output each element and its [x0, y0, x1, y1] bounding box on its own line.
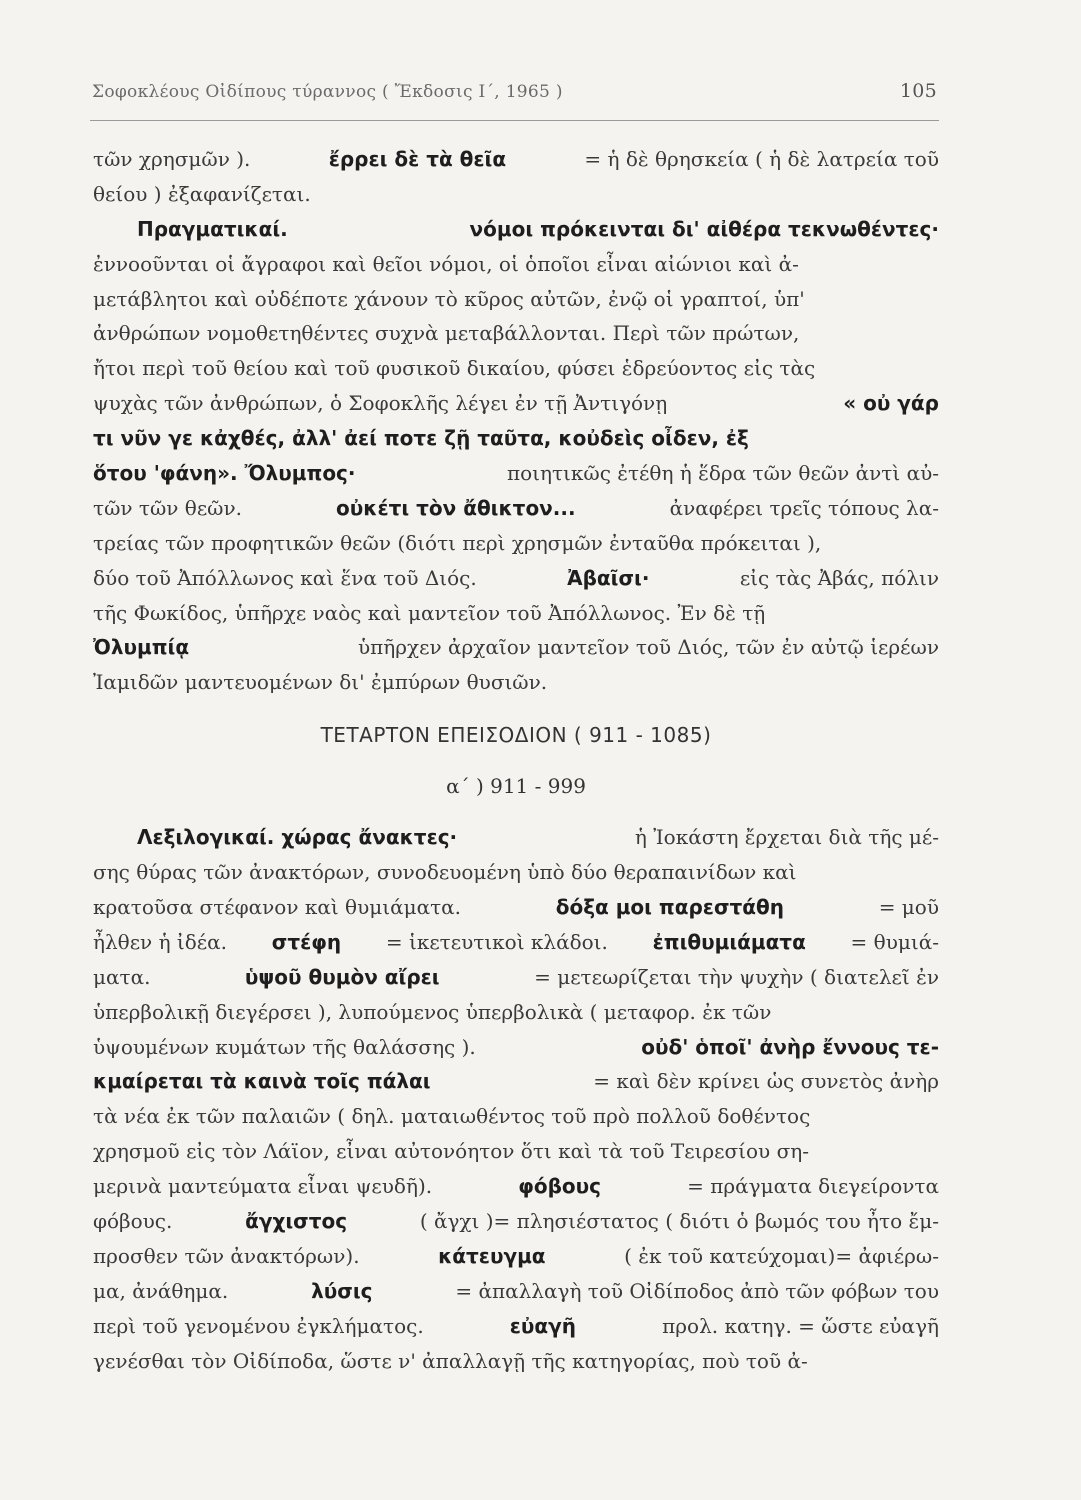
text-segment: ἤτοι περὶ τοῦ θείου καὶ τοῦ φυσικοῦ δικαίου, φύσει ἑδρεύοντος εἰς τὰς [93, 356, 816, 381]
text-segment: θείου ) ἐξαφανίζεται. [93, 181, 311, 206]
bold-lemma: ὑψοῦ θυμὸν αἴρει [244, 964, 440, 989]
text-segment: προσθεν τῶν ἀνακτόρων). [93, 1243, 360, 1268]
header-rule [90, 120, 939, 121]
page-body [93, 142, 939, 1379]
text-segment: κρατοῦσα στέφανον καὶ θυμιάματα. [93, 895, 462, 920]
text-segment: = πράγματα διεγείροντα [687, 1174, 939, 1199]
text-line [93, 316, 939, 351]
bold-lemma: νόμοι πρόκεινται δι' αἰθέρα τεκνωθέντες· [469, 216, 939, 241]
text-line [93, 1169, 939, 1204]
text-segment: ὑπερβολικῇ διεγέρσει ), λυπούμενος ὑπερβολικὰ ( μεταφορ. ἐκ τῶν [93, 999, 772, 1024]
text-line [93, 1099, 939, 1134]
text-segment: ἡ Ἰοκάστη ἔρχεται διὰ τῆς μέ- [634, 825, 939, 850]
bold-lemma: κμαίρεται τὰ καινὰ τοῖς πάλαι [93, 1069, 431, 1094]
text-line [93, 386, 939, 421]
text-segment: = θυμιά- [850, 929, 939, 954]
text-line [93, 890, 939, 925]
text-segment: ψυχὰς τῶν ἀνθρώπων, ὁ Σοφοκλῆς λέγει ἐν τῇ Ἀντιγόνῃ [93, 391, 668, 416]
text-segment: δύο τοῦ Ἀπόλλωνος καὶ ἕνα τοῦ Διός. [93, 565, 477, 590]
text-segment: = ἱκετευτικοὶ κλάδοι. [385, 929, 608, 954]
bold-lemma: κάτευγμα [438, 1243, 546, 1268]
running-header-title: Σοφοκλέους Οἰδίπους τύραννος ( Ἔκδοσις Ι΄, 1965 ) [92, 82, 563, 102]
text-segment: ( ἄγχι )= πλησιέστατος ( διότι ὁ βωμός του ἦτο ἔμ- [419, 1209, 939, 1234]
text-line [93, 1344, 939, 1379]
paragraph-commentary-end [93, 142, 939, 212]
text-line [93, 960, 939, 995]
bold-lemma: οὐδ' ὁποῖ' ἀνὴρ ἔννους τε- [641, 1034, 939, 1059]
text-line [93, 820, 939, 855]
paragraph-lexilogikai [93, 820, 939, 1378]
text-segment: μα, ἀνάθημα. [93, 1278, 229, 1303]
text-line [93, 491, 939, 526]
text-segment: = ἡ δὲ θρησκεία ( ἡ δὲ λατρεία τοῦ [584, 147, 939, 171]
text-line [93, 1030, 939, 1065]
text-line [93, 561, 939, 596]
bold-lemma: οὐκέτι τὸν ἄθικτον... [336, 495, 576, 520]
text-line [93, 855, 939, 890]
text-segment: προλ. κατηγ. = ὥστε εὐαγῆ [662, 1313, 939, 1338]
text-segment: = μοῦ [878, 895, 939, 920]
bold-lemma: στέφη [271, 929, 342, 954]
text-line [93, 247, 939, 282]
bold-lemma: φόβους [518, 1174, 602, 1199]
text-line [93, 995, 939, 1030]
text-segment: περὶ τοῦ γενομένου ἐγκλήματος. [93, 1313, 424, 1338]
text-segment: μετάβλητοι καὶ οὐδέποτε χάνουν τὸ κῦρος αὐτῶν, ἐνῷ οἱ γραπτοί, ὑπ' [93, 286, 805, 311]
text-segment: ὑπῆρχεν ἀρχαῖον μαντεῖον τοῦ Διός, τῶν ἐν αὐτῷ ἱερέων [358, 635, 939, 660]
text-line [93, 421, 939, 456]
text-segment: = καὶ δὲν κρίνει ὡς συνετὸς ἀνὴρ [593, 1069, 939, 1094]
bold-lemma: λύσις [311, 1278, 373, 1303]
bold-lemma: ἐπιθυμιάματα [652, 929, 806, 954]
text-segment: ( ἐκ τοῦ κατεύχομαι)= ἀφιέρω- [624, 1243, 939, 1268]
text-segment: τῆς Φωκίδος, ὑπῆρχε ναὸς καὶ μαντεῖον τοῦ Ἀπόλλωνος. Ἐν δὲ τῇ [93, 600, 766, 625]
text-segment: εἰς τὰς Ἀβάς, πόλιν [739, 565, 939, 590]
text-segment: ἦλθεν ἡ ἰδέα. [93, 929, 228, 954]
text-segment: τῶν τῶν θεῶν. [93, 495, 243, 520]
text-segment: = μετεωρίζεται τὴν ψυχὴν ( διατελεῖ ἐν [534, 964, 939, 989]
text-segment: ποιητικῶς ἐτέθη ἡ ἕδρα τῶν θεῶν ἀντὶ αὐ- [506, 461, 939, 486]
text-line [93, 456, 939, 491]
text-segment: τῶν χρησμῶν ). [93, 147, 251, 171]
text-segment: σης θύρας τῶν ἀνακτόρων, συνοδευομένη ὑπὸ δύο θεραπαινίδων καὶ [93, 860, 797, 885]
bold-lemma: εὐαγῆ [509, 1313, 577, 1338]
paragraph-pragmatikai [93, 212, 939, 700]
text-line [93, 526, 939, 561]
text-segment: ὑψουμένων κυμάτων τῆς θαλάσσης ). [93, 1034, 476, 1059]
text-segment: ἀνθρώπων νομοθετηθέντες συχνὰ μεταβάλλονται. Περὶ τῶν πρώτων, [93, 321, 800, 346]
text-segment: τὰ νέα ἐκ τῶν παλαιῶν ( δηλ. ματαιωθέντος τοῦ πρὸ πολλοῦ δοθέντος [93, 1104, 811, 1129]
bold-lemma: Πραγματικαί. [137, 216, 288, 241]
text-line [93, 1239, 939, 1274]
text-line [93, 1204, 939, 1239]
text-segment: φόβους. [93, 1209, 173, 1234]
text-line [93, 1064, 939, 1099]
text-line [93, 351, 939, 386]
text-segment: ἐννοοῦνται οἱ ἄγραφοι καὶ θεῖοι νόμοι, οἱ ὁποῖοι εἶναι αἰώνιοι καὶ ἀ- [93, 251, 799, 276]
bold-lemma: Ὀλυμπίᾳ [93, 635, 190, 660]
bold-lemma: δόξα μοι παρεστάθη [555, 895, 784, 920]
text-segment: γενέσθαι τὸν Οἰδίποδα, ὥστε ν' ἀπαλλαγῇ τῆς κατηγορίας, ποὺ τοῦ ἀ- [93, 1348, 808, 1373]
bold-lemma: ἄγχιστος [245, 1209, 348, 1234]
text-line [93, 142, 939, 177]
bold-lemma: ἔρρει δὲ τὰ θεῖα [328, 147, 507, 171]
text-line [93, 665, 939, 700]
bold-lemma: τι νῦν γε κἀχθές, ἀλλ' ἀεί ποτε ζῇ ταῦτα, κοὐδεὶς οἶδεν, ἐξ [93, 426, 749, 451]
text-line [93, 925, 939, 960]
text-segment: ἀναφέρει τρεῖς τόπους λα- [669, 495, 939, 520]
bold-lemma: Ἀβαῖσι· [567, 565, 650, 590]
text-line [93, 282, 939, 317]
text-segment: ματα. [93, 964, 151, 989]
bold-lemma: ὅτου 'φάνη». Ὄλυμπος· [93, 461, 356, 486]
subsection-heading: α΄ ) 911 - 999 [446, 774, 586, 799]
text-line [93, 596, 939, 631]
bold-lemma: Λεξιλογικαί. χώρας ἄνακτες· [137, 825, 458, 850]
text-segment: Ἰαμιδῶν μαντευομένων δι' ἐμπύρων θυσιῶν. [93, 670, 548, 695]
running-header [92, 80, 937, 110]
text-line [93, 212, 939, 247]
text-line [93, 1274, 939, 1309]
text-line [93, 1134, 939, 1169]
text-line [93, 177, 939, 212]
section-heading: ΤΕΤΑΡΤΟΝ ΕΠΕΙΣΟΔΙΟΝ ( 911 - 1085) [320, 723, 712, 748]
text-segment: τρείας τῶν προφητικῶν θεῶν (διότι περὶ χρησμῶν ἐνταῦθα πρόκειται ), [93, 530, 822, 555]
text-segment: = ἀπαλλαγὴ τοῦ Οἰδίποδος ἀπὸ τῶν φόβων του [455, 1278, 939, 1303]
page-number: 105 [899, 80, 937, 102]
bold-lemma: « οὐ γάρ [843, 391, 939, 416]
text-segment: χρησμοῦ εἰς τὸν Λάϊον, εἶναι αὐτονόητον ὅτι καὶ τὰ τοῦ Τειρεσίου ση- [93, 1139, 809, 1164]
text-line [93, 1309, 939, 1344]
text-line [93, 630, 939, 665]
text-segment: μερινὰ μαντεύματα εἶναι ψευδῆ). [93, 1174, 433, 1199]
